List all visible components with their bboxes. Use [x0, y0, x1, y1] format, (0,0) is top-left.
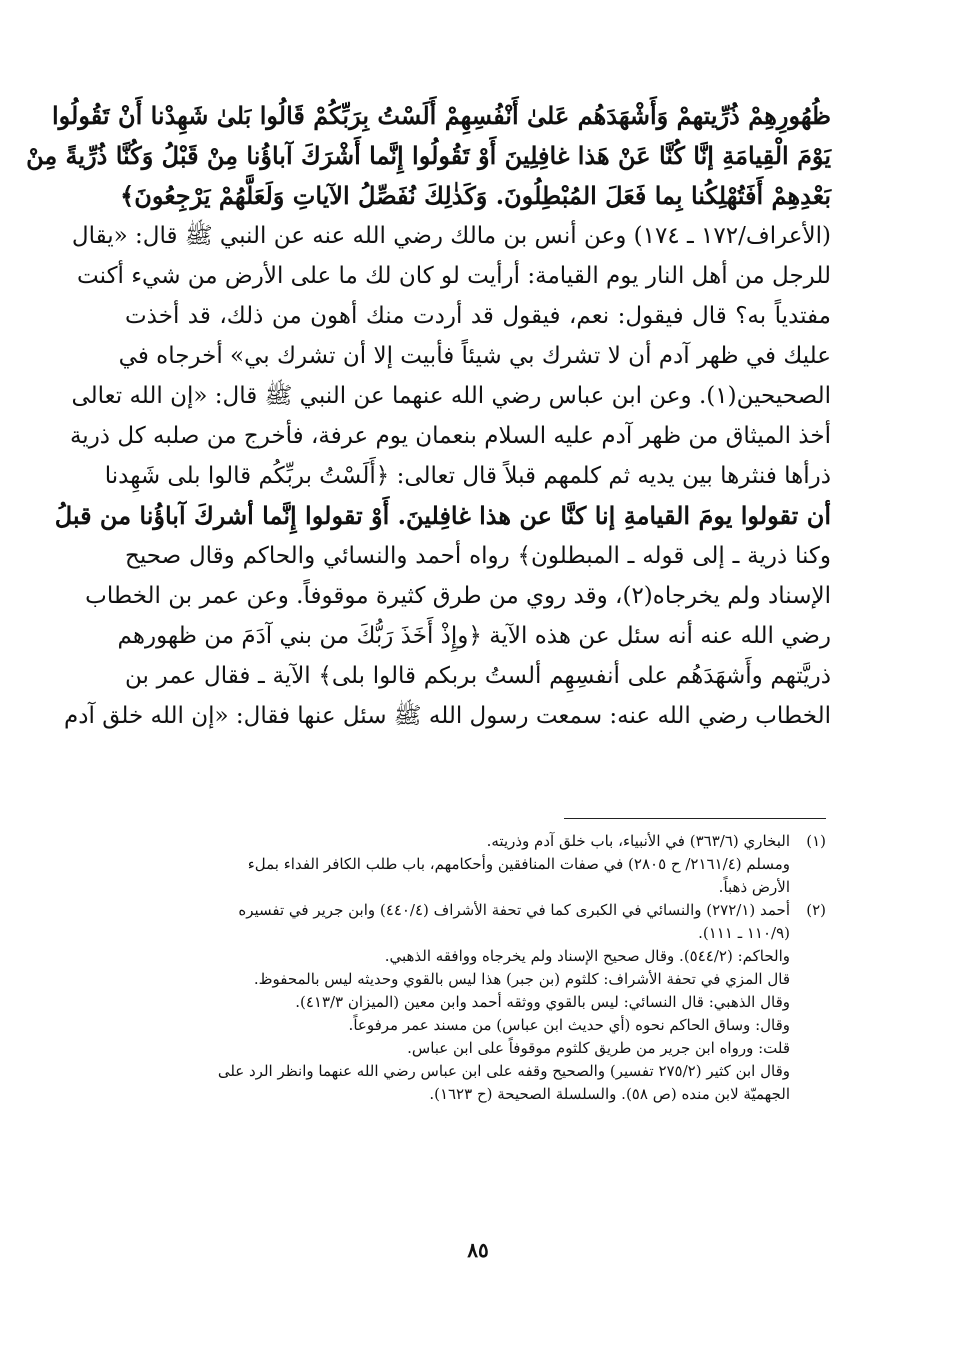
main-text-block — [26, 96, 831, 736]
footnote-text: أحمد (٢٧٢/١) والنسائي في الكبرى كما في تحفة الأشراف (٤٤٠/٤) وابن جرير في تفسيره — [238, 901, 790, 919]
footnote-text: قلت: ورواه ابن جرير من طريق كلثوم موقوفاً على ابن عباس. — [407, 1039, 790, 1057]
text-line-7: عليك في ظهر آدم أن لا تشرك بي شيئاً فأبيت إلا أن تشرك بي» أخرجاه في — [118, 343, 831, 369]
footnote-text: وقال: وساق الحاكم نحوه (أي حديث ابن عباس) من مسند عمر مرفوعاً. — [348, 1016, 790, 1034]
text-line-11: أن تقولوا يومَ القيامةِ إنا كنَّا عن هذا غافِلينَ. أَوْ تقولوا إِنَّما أشركَ آباؤُنا من قبلُ — [54, 501, 831, 530]
text-line-12: وكنا ذرية ـ إلى قوله ـ المبطلون﴾ رواه أحمد والنسائي والحاكم وقال صحيح — [125, 543, 831, 569]
footnote-line — [126, 899, 826, 922]
text-line-15: ذريَّتهم وأَشهَدَهُم على أنفسِهِم ألستُ بربكم قالوا بلى﴾ الآية ـ فقال عمر بن — [125, 663, 831, 689]
footnote-line — [126, 968, 826, 991]
page-number: ٨٥ — [467, 1238, 489, 1262]
footnote-text: قال المزي في تحفة الأشراف: كلثوم (بن جبر) هذا ليس بالقوي وحديثه ليس بالمحفوظ. — [253, 970, 790, 988]
text-line-16: الخطاب رضي الله عنه: سمعت رسول الله ﷺ سئل عنها فقال: «إن الله خلق آدم — [64, 703, 831, 729]
text-line-3: بَعْدِهِمْ أَفَتُهْلِكُنا بِما فَعَلَ المُبْطِلُونَ. وَكَذٰلِكَ نُفَصِّلُ الآياتِ وَلَعَلَّهُمْ يَرْجِعُونَ﴾ — [120, 181, 831, 210]
footnotes-block — [126, 830, 826, 1106]
text-line-2: يَوْمَ الْقِيامَةِ إنَّا كُنَّا عَنْ هَذا غافِلِينَ أَوْ تَقُولُوا إِنَّما أَشْرَكَ آباؤُنا مِنْ قَبْلُ وَكُنَّا ذُرِّيةً مِنْ — [26, 141, 831, 170]
footnote-separator — [564, 818, 826, 819]
footnote-line — [126, 830, 826, 853]
footnote-text: وقال ابن كثير (٢٧٥/٢ تفسير) والصحيح وقفه على ابن عباس رضي الله عنهما وانظر الرد على — [217, 1062, 790, 1080]
footnote-text: الأرض ذهباً. — [718, 878, 790, 896]
footnote-line — [126, 1083, 826, 1106]
text-line-14: رضي الله عنه أنه سئل عن هذه الآية ﴿وإِذْ أَخَذَ رَبُّكَ من بني آدَمَ من ظهورهم — [117, 623, 831, 649]
text-line-10: ذرأها فنثرها بين يديه ثم كلمهم قبلاً قال تعالى: ﴿أَلَسْتُ بربِّكُم قالوا بلى شَهِدنا — [104, 463, 831, 489]
footnote-text: البخاري (٣٦٣/٦) في الأنبياء، باب خلق آدم وذريته. — [486, 832, 790, 850]
footnote-line — [126, 991, 826, 1014]
footnote-line — [126, 853, 826, 876]
footnote-line — [126, 922, 826, 945]
footnote-text: وقال الذهبي: قال النسائي: ليس بالقوي ووثقه أحمد وابن معين (الميزان ٤١٣/٣). — [295, 993, 790, 1011]
footnote-number: (١) — [806, 832, 826, 850]
text-line-4: (الأعراف/١٧٢ ـ ١٧٤) وعن أنس بن مالك رضي الله عنه عن النبي ﷺ قال: «يقال — [71, 223, 831, 249]
text-line-5: للرجل من أهل النار يوم القيامة: أرأيت لو كان لك ما على الأرض من شيء أكنت — [77, 263, 831, 289]
footnote-number: (٢) — [806, 901, 826, 919]
text-line-9: أخذ الميثاق من ظهر آدم عليه السلام بنعمان يوم عرفة، فأخرج من صلبه كل ذرية — [69, 423, 831, 449]
text-line-13: الإسناد ولم يخرجاه(٢)، وقد روي من طرق كثيرة موقوفاً. وعن عمر بن الخطاب — [85, 583, 831, 609]
footnote-line — [126, 945, 826, 968]
footnote-text: والحاكم: (٥٤٤/٢). وقال صحيح الإسناد ولم يخرجاه ووافقه الذهبي. — [384, 947, 790, 965]
text-line-8: الصحيحين(١). وعن ابن عباس رضي الله عنهما عن النبي ﷺ قال: «إن الله تعالى — [71, 383, 831, 409]
text-line-1: ظُهُورِهِمْ ذُرِّيتهمْ وَأَشْهَدَهُم عَلىٰ أَنْفُسِهِمْ أَلَسْتُ بِرَبِّكُمْ قَالُوا بَلىٰ شَهِدْنا أَنْ تَقُولُوا — [51, 101, 831, 130]
footnote-text: ومسلم (٢١٦١/٤/ ح ٢٨٠٥) في صفات المنافقين وأحكامهم، باب طلب الكافر الفداء بملء — [247, 855, 790, 873]
footnote-line — [126, 1060, 826, 1083]
footnote-line — [126, 876, 826, 899]
footnote-text: (١١٠/٩ ـ ١١١). — [698, 924, 790, 942]
text-line-6: مفتدياً به؟ قال فيقول: نعم، فيقول قد أردت منك أهون من ذلك، قد أخذت — [125, 303, 831, 329]
footnote-line — [126, 1037, 826, 1060]
footnote-line — [126, 1014, 826, 1037]
footnote-text: الجهميّة لابن منده (ص ٥٨). والسلسلة الصحيحة (ح ١٦٢٣). — [429, 1085, 790, 1103]
